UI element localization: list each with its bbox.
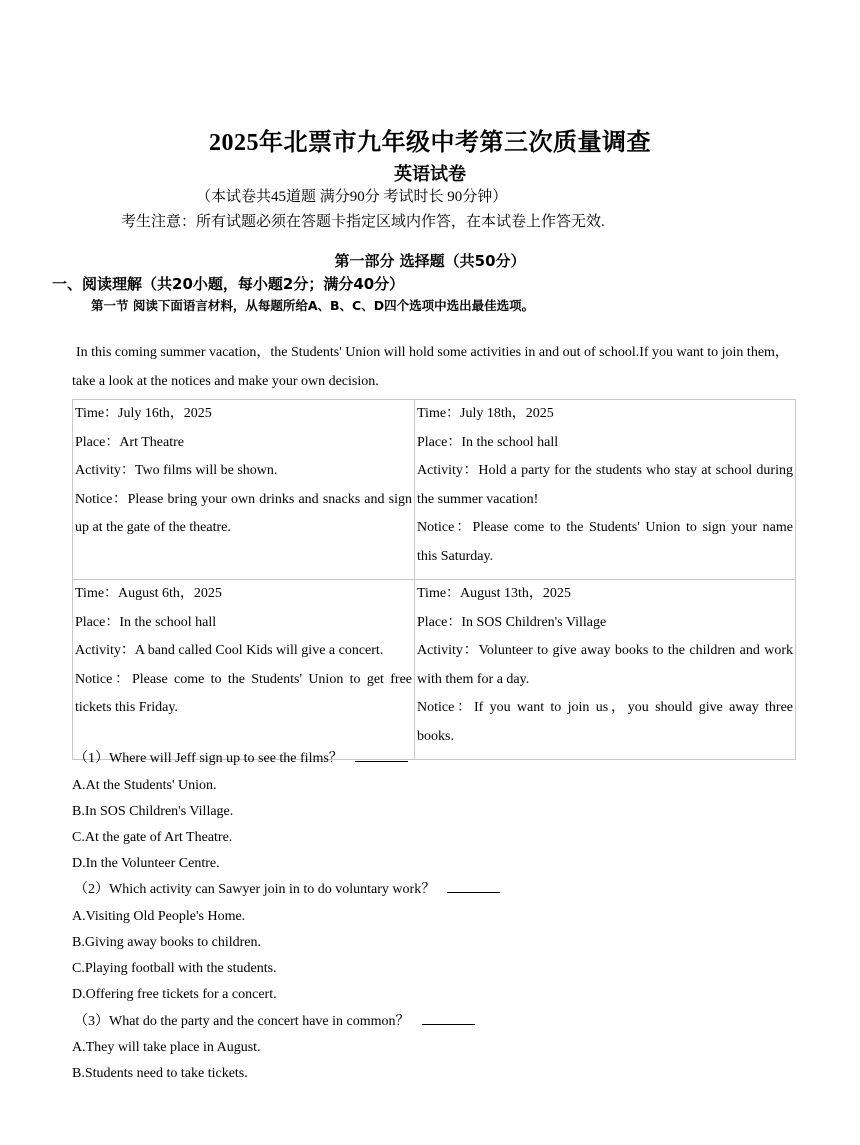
option-d: D.In the Volunteer Centre.	[72, 856, 220, 872]
notice-time: Time：August 6th，2025	[75, 586, 222, 601]
question-stem: （3）What do the party and the concert have in common？	[74, 1013, 410, 1029]
notice-notice: Notice：Please come to the Students' Union to sign your name this Saturday.	[417, 520, 793, 564]
notices-table	[72, 399, 796, 760]
notice-activity: Activity：Volunteer to give away books to the children and work with them for a day.	[417, 643, 793, 687]
exam-subtitle: 英语试卷	[394, 164, 466, 185]
notice-place: Place：In the school hall	[75, 614, 217, 630]
question-stem: （1）Where will Jeff sign up to see the films？	[74, 751, 343, 766]
notice-cell	[415, 580, 796, 760]
question	[72, 746, 812, 877]
option-b: B.In SOS Children's Village.	[72, 803, 234, 819]
subsection-title: 第一节 阅读下面语言材料，从每题所给A、B、C、D四个选项中选出最佳选项。	[91, 298, 535, 313]
answer-blank[interactable]	[447, 878, 500, 893]
section-title: 一、阅读理解（共20小题，每小题2分；满分40分）	[52, 275, 405, 293]
notice-cell	[73, 580, 415, 760]
notice-notice: Notice：If you want to join us，you should give away three books.	[417, 700, 793, 744]
notice-activity: Activity：A band called Cool Kids will give a concert.	[75, 643, 384, 658]
answer-blank[interactable]	[422, 1010, 475, 1025]
exam-title: 2025年北票市九年级中考第三次质量调查	[209, 130, 651, 156]
option-a: A.Visiting Old People's Home.	[72, 908, 246, 924]
question	[72, 1009, 812, 1088]
option-b: B.Students need to take tickets.	[72, 1066, 248, 1082]
notice-place: Place：In SOS Children's Village	[417, 614, 607, 630]
notice-time: Time：July 16th，2025	[75, 406, 212, 421]
table-row	[73, 580, 796, 760]
option-d: D.Offering free tickets for a concert.	[72, 987, 277, 1003]
notice-cell	[73, 400, 415, 580]
table-row	[73, 400, 796, 580]
exam-info: （本试卷共45道题 满分90分 考试时长 90分钟）	[196, 189, 508, 205]
question-stem-line	[72, 1009, 812, 1036]
notice-place: Place：Art Theatre	[75, 434, 184, 450]
notice-cell	[415, 400, 796, 580]
option-a: A.They will take place in August.	[72, 1040, 261, 1056]
notice-time: Time：July 18th，2025	[417, 406, 554, 421]
notice-notice: Notice：Please come to the Students' Union to get free tickets this Friday.	[75, 671, 412, 715]
question-stem-line	[72, 877, 812, 904]
question	[72, 877, 812, 1008]
notice-activity: Activity：Hold a party for the students who stay at school during the summer vacation!	[417, 463, 793, 507]
option-b: B.Giving away books to children.	[72, 935, 261, 951]
notice-notice: Notice：Please bring your own drinks and snacks and sign up at the gate of the theatre.	[75, 491, 412, 535]
option-c: C.At the gate of Art Theatre.	[72, 829, 233, 845]
notice-time: Time：August 13th，2025	[417, 586, 571, 601]
questions-list	[72, 746, 812, 1088]
answer-blank[interactable]	[355, 747, 408, 762]
question-stem: （2）Which activity can Sawyer join in to do voluntary work？	[74, 882, 436, 898]
part-title: 第一部分 选择题（共50分）	[334, 252, 526, 270]
passage-intro: In this coming summer vacation，the Students' Union will hold some activities in and out of school.If you want to join them，take a look at the notices and make your own decision.	[72, 345, 789, 389]
notice-activity: Activity：Two films will be shown.	[75, 463, 278, 478]
exam-notice: 考生注意：所有试题必须在答题卡指定区域内作答，在本试卷上作答无效.	[121, 214, 605, 230]
option-a: A.At the Students' Union.	[72, 777, 217, 793]
notice-place: Place：In the school hall	[417, 434, 559, 450]
question-stem-line	[72, 746, 812, 773]
option-c: C.Playing football with the students.	[72, 961, 277, 977]
